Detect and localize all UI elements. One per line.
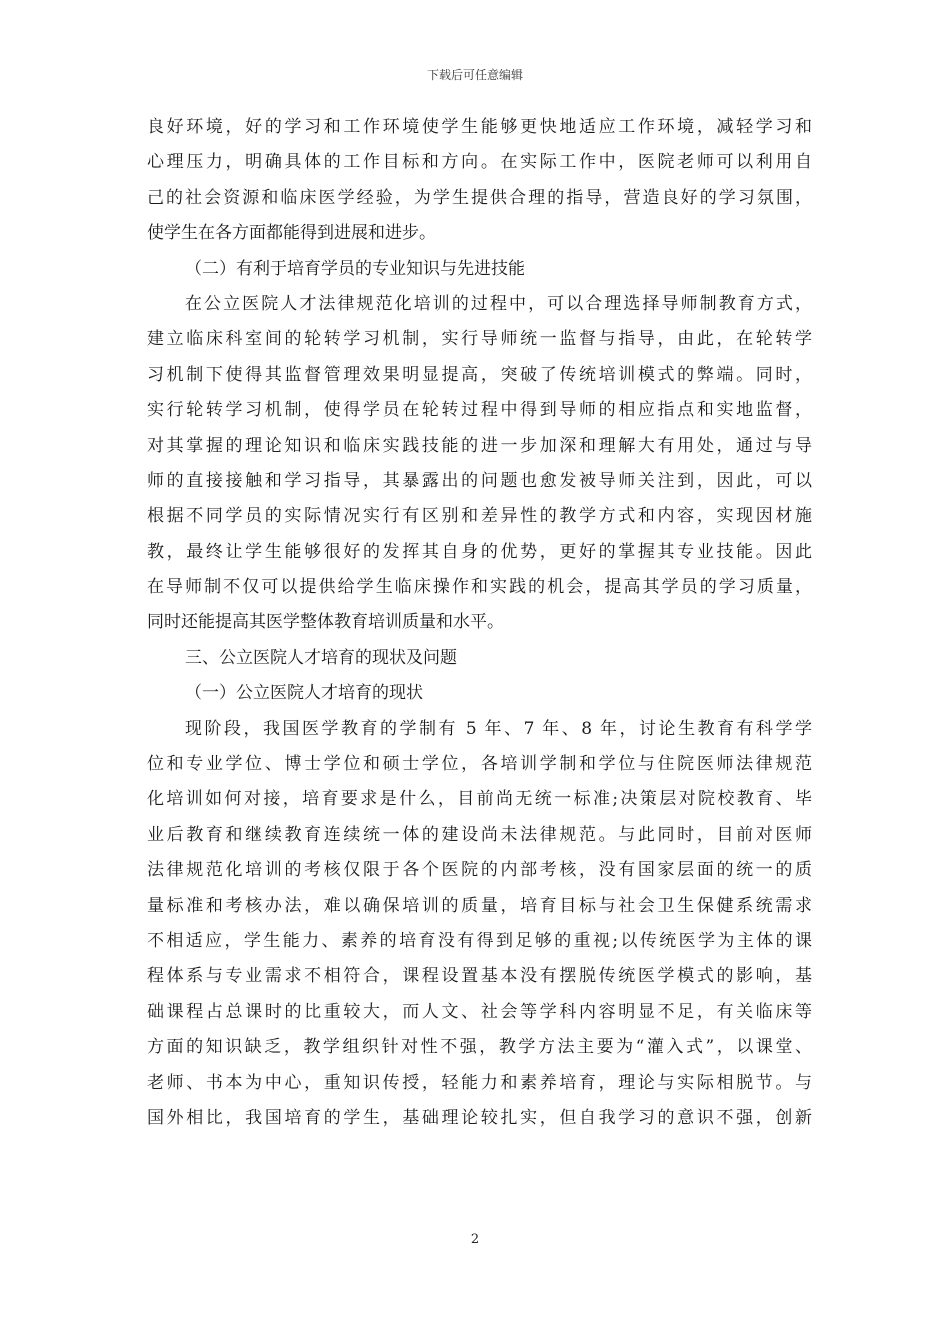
document-body bbox=[147, 110, 812, 1136]
text-line: 同时还能提高其医学整体教育培训质量和水平。 bbox=[147, 612, 504, 633]
text-line: 法律规范化培训的考核仅限于各个医院的内部考核，没有国家层面的统一的质 bbox=[147, 860, 812, 881]
text-line: 良好环境，好的学习和工作环境使学生能够更快地适应工作环境，减轻学习和 bbox=[147, 117, 812, 137]
text-line: 在导师制不仅可以提供给学生临床操作和实践的机会，提高其学员的学习质量， bbox=[147, 577, 812, 598]
text-line: 师的直接接触和学习指导，其暴露出的问题也愈发被导师关注到，因此，可以 bbox=[147, 470, 812, 491]
text-line: 己的社会资源和临床医学经验，为学生提供合理的指导，营造良好的学习氛围， bbox=[147, 187, 812, 208]
text-line: 化培训如何对接，培育要求是什么，目前尚无统一标准;决策层对院校教育、毕 bbox=[147, 789, 812, 810]
text-line: 老师、书本为中心，重知识传授，轻能力和素养培育，理论与实际相脱节。与 bbox=[147, 1072, 812, 1093]
page-number: 2 bbox=[470, 1232, 480, 1247]
text-line: （二）有利于培育学员的专业知识与先进技能 bbox=[185, 258, 525, 279]
text-line: 程体系与专业需求不相符合，课程设置基本没有摆脱传统医学模式的影响，基 bbox=[147, 966, 812, 987]
page-header: 下载后可任意编辑 bbox=[426, 68, 523, 82]
text-line: 量标准和考核办法，难以确保培训的质量，培育目标与社会卫生保健系统需求 bbox=[147, 895, 812, 916]
text-line: 教，最终让学生能够很好的发挥其自身的优势，更好的掌握其专业技能。因此 bbox=[147, 541, 812, 562]
text-line: 使学生在各方面都能得到进展和进步。 bbox=[147, 223, 436, 244]
text-line: 心理压力，明确具体的工作目标和方向。在实际工作中，医院老师可以利用自 bbox=[147, 152, 812, 173]
text-line: 建立临床科室间的轮转学习机制，实行导师统一监督与指导，由此，在轮转学 bbox=[147, 329, 812, 350]
text-line: 础课程占总课时的比重较大，而人文、社会等学科内容明显不足，有关临床等 bbox=[147, 1001, 812, 1022]
text-line: 位和专业学位、博士学位和硕士学位，各培训学制和学位与住院医师法律规范 bbox=[147, 754, 812, 775]
text-line: 不相适应，学生能力、素养的培育没有得到足够的重视;以传统医学为主体的课 bbox=[147, 930, 812, 951]
text-line: 实行轮转学习机制，使得学员在轮转过程中得到导师的相应指点和实地监督， bbox=[147, 400, 812, 421]
text-line: 现阶段，我国医学教育的学制有 5 年、7 年、8 年，讨论生教育有科学学 bbox=[185, 718, 812, 739]
text-line: 三、公立医院人才培育的现状及问题 bbox=[185, 647, 457, 668]
text-line: 国外相比，我国培育的学生，基础理论较扎实，但自我学习的意识不强，创新 bbox=[147, 1107, 812, 1128]
text-line: 习机制下使得其监督管理效果明显提高，突破了传统培训模式的弊端。同时， bbox=[147, 364, 812, 385]
text-line: （一）公立医院人才培育的现状 bbox=[185, 683, 423, 704]
text-line: 在公立医院人才法律规范化培训的过程中，可以合理选择导师制教育方式， bbox=[185, 293, 812, 314]
text-line: 对其掌握的理论知识和临床实践技能的进一步加深和理解大有用处，通过与导 bbox=[147, 435, 812, 456]
text-line: 根据不同学员的实际情况实行有区别和差异性的教学方式和内容，实现因材施 bbox=[147, 506, 812, 527]
text-line: 方面的知识缺乏，教学组织针对性不强，教学方法主要为“灌入式”，以课堂、 bbox=[147, 1037, 812, 1058]
text-line: 业后教育和继续教育连续统一体的建设尚未法律规范。与此同时，目前对医师 bbox=[147, 824, 812, 845]
